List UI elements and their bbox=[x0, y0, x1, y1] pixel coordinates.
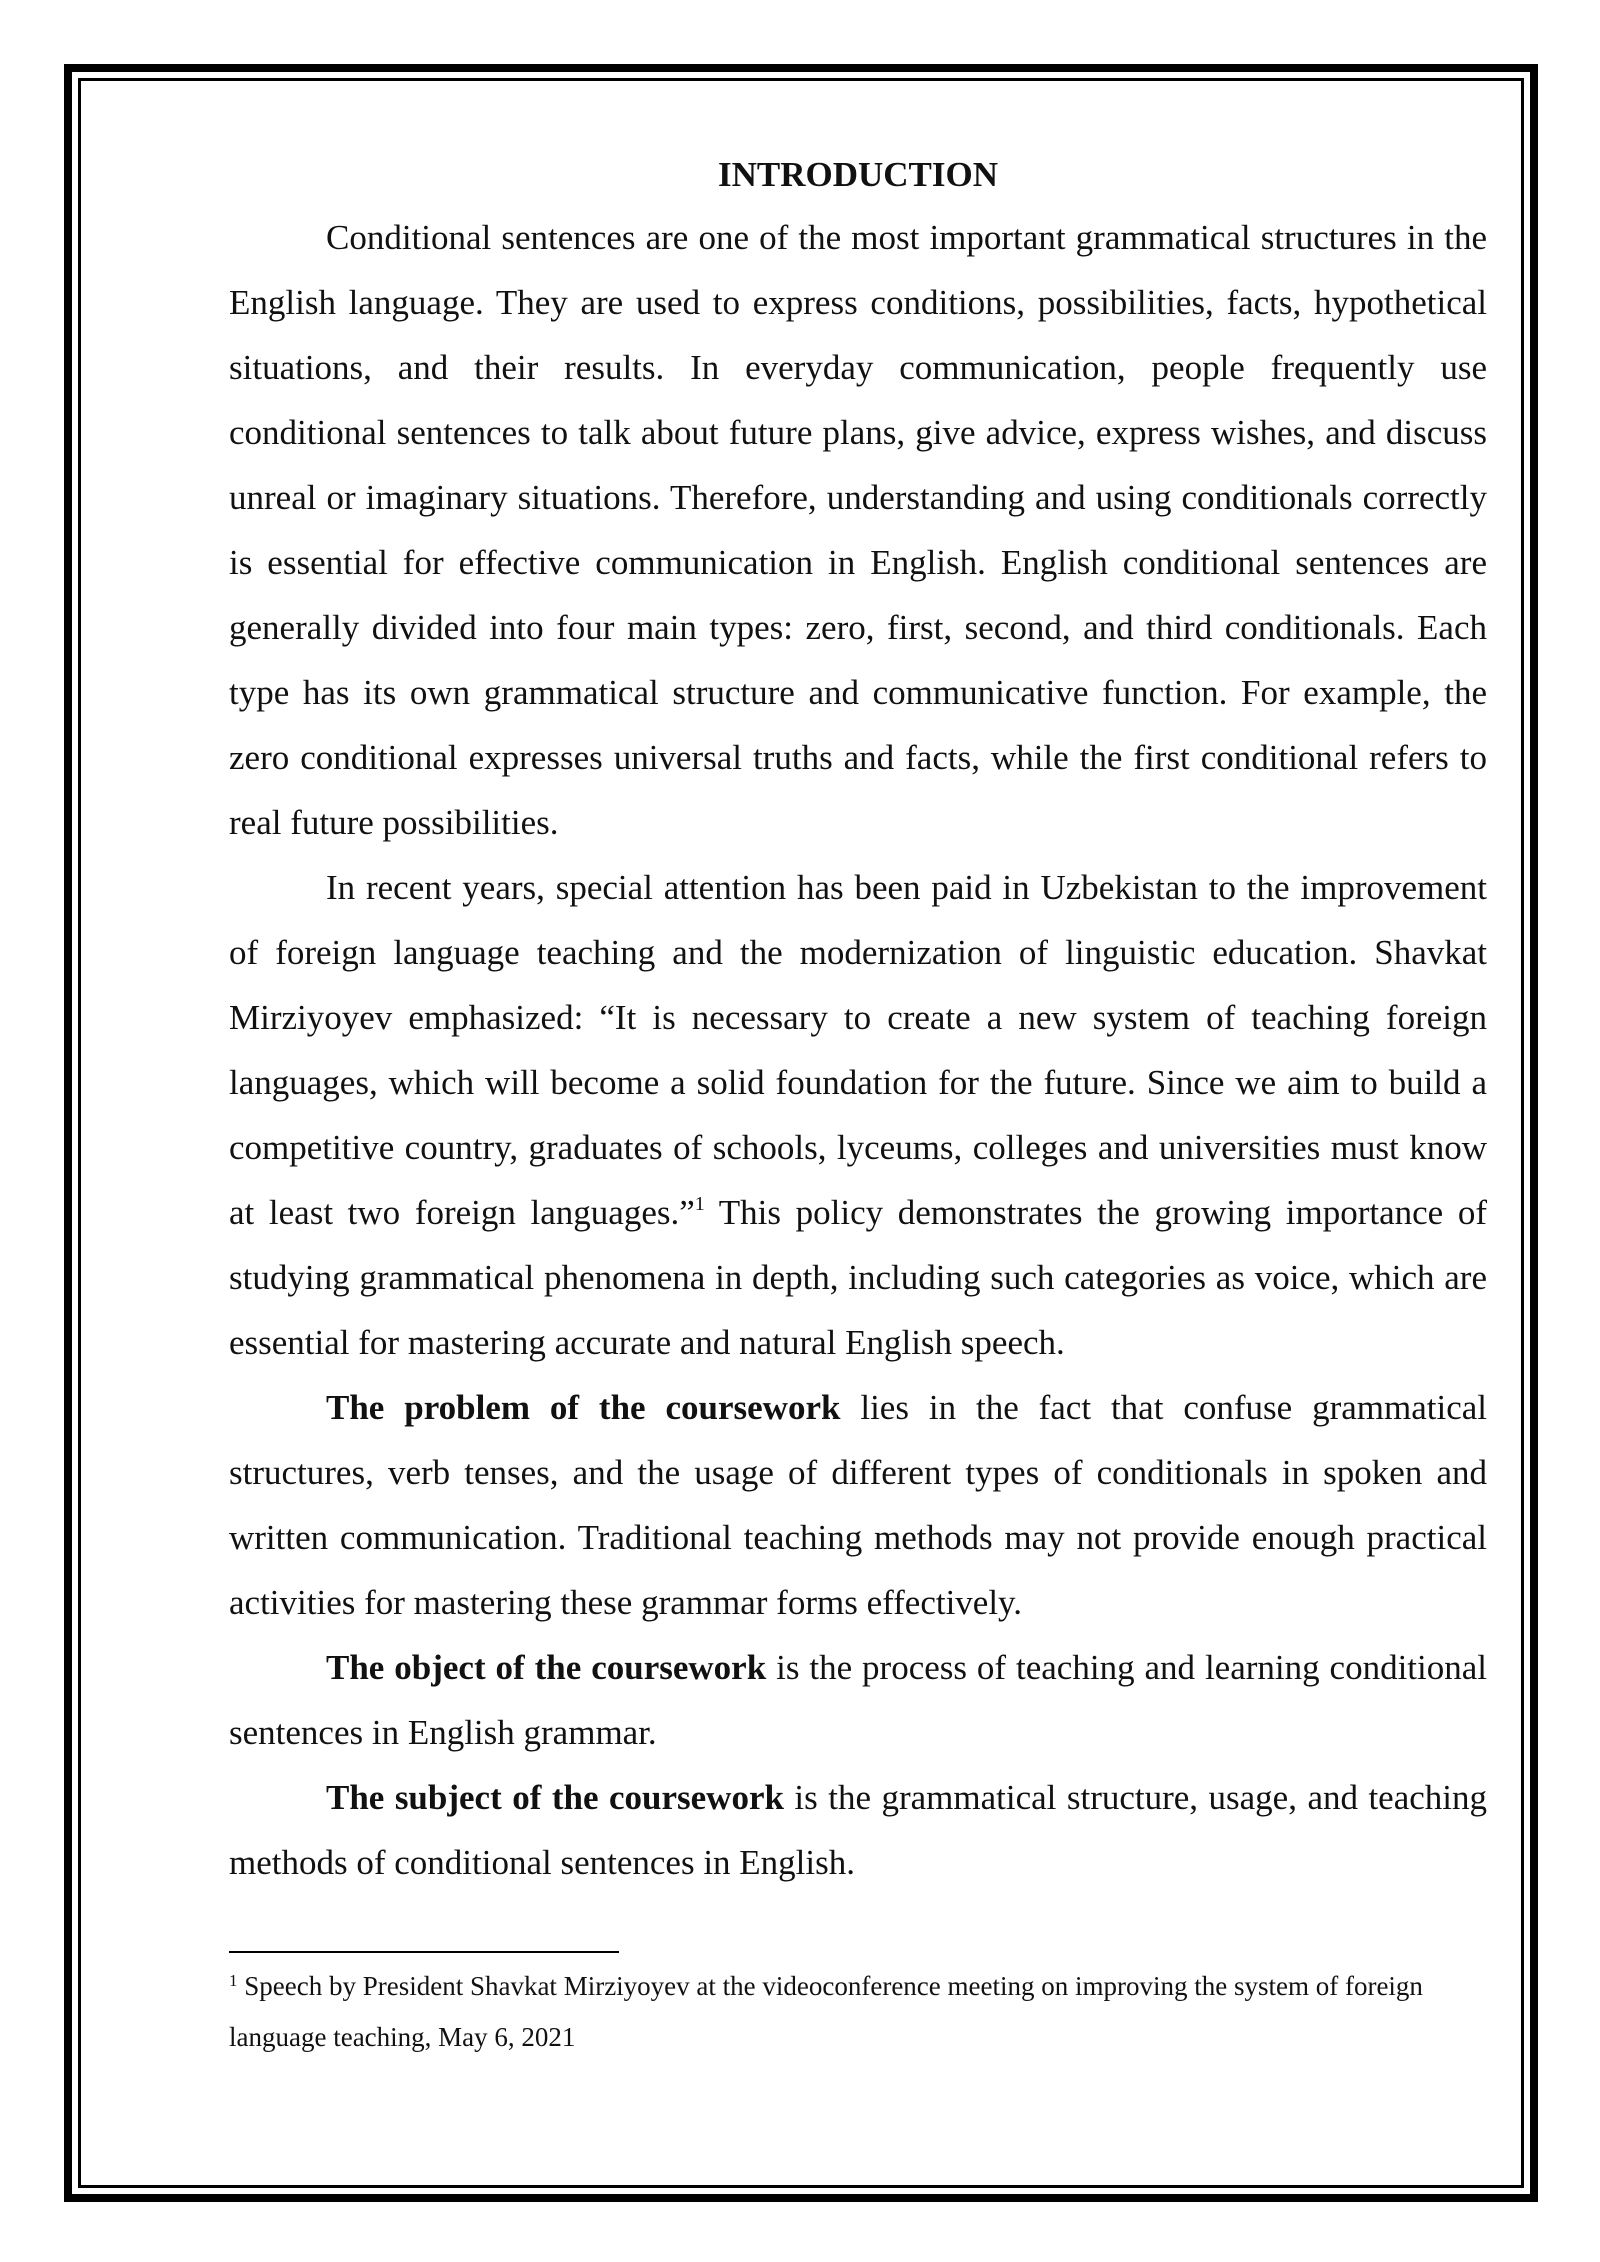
paragraph-problem bbox=[229, 1375, 1487, 1635]
paragraph-uzbekistan-policy bbox=[229, 855, 1487, 1375]
paragraph-object bbox=[229, 1635, 1487, 1765]
paragraph-text: lies in the fact that confuse grammatical structures, verb tenses, and the usage of different types of conditionals in spoken and written communication. Traditional teaching methods may not provide enough practical activities for mastering these grammar forms effectively. bbox=[229, 1388, 1487, 1622]
paragraph-lead: The object of the coursework bbox=[326, 1648, 767, 1687]
paragraph-text: is the process of teaching and learning conditional sentences in English grammar. bbox=[229, 1648, 1488, 1752]
paragraph-conditionals-overview: Conditional sentences are one of the most important grammatical structures in the English language. They are used to express conditions, possibilities, facts, hypothetical situations, and their results. In everyday communication, people frequently use conditional sentences to talk about future plans, give advice, express wishes, and discuss unreal or imaginary situations. Therefore, understanding and using conditionals correctly is essential for effective communication in English. English conditional sentences are generally divided into four main types: zero, first, second, and third conditionals. Each type has its own grammatical structure and communicative function. For example, the zero conditional expresses universal truths and facts, while the first conditional refers to real future possibilities. bbox=[229, 218, 1487, 842]
document-body bbox=[229, 145, 1487, 2063]
paragraph-text: This policy demonstrates the growing importance of studying grammatical phenomena in depth, including such categories as voice, which are essential for mastering accurate and natural English speech. bbox=[229, 1193, 1487, 1362]
paragraph-lead: The problem of the coursework bbox=[326, 1388, 841, 1427]
paragraph-text: is the grammatical structure, usage, and teaching methods of conditional sentences in English. bbox=[229, 1778, 1487, 1882]
section-title: INTRODUCTION bbox=[717, 155, 999, 194]
footnote-separator bbox=[229, 1951, 619, 1953]
footnote-marker: 1 bbox=[229, 1971, 238, 1990]
footnote bbox=[229, 1961, 1487, 2063]
footnote-text: Speech by President Shavkat Mirziyoyev at the videoconference meeting on improving the system of foreign language teaching, May 6, 2021 bbox=[229, 1971, 1423, 2052]
footnote-reference: 1 bbox=[694, 1193, 705, 1215]
paragraph-lead: The subject of the coursework bbox=[326, 1778, 784, 1817]
paragraph-subject bbox=[229, 1765, 1487, 1895]
paragraph-text: In recent years, special attention has been paid in Uzbekistan to the improvement of foreign language teaching and the modernization of linguistic education. Shavkat Mirziyoyev emphasized: “It is necessary to create a new system of teaching foreign languages, which will become a solid foundation for the future. Since we aim to build a competitive country, graduates of schools, lyceums, colleges and universities must know at least two foreign languages.” bbox=[229, 868, 1487, 1232]
